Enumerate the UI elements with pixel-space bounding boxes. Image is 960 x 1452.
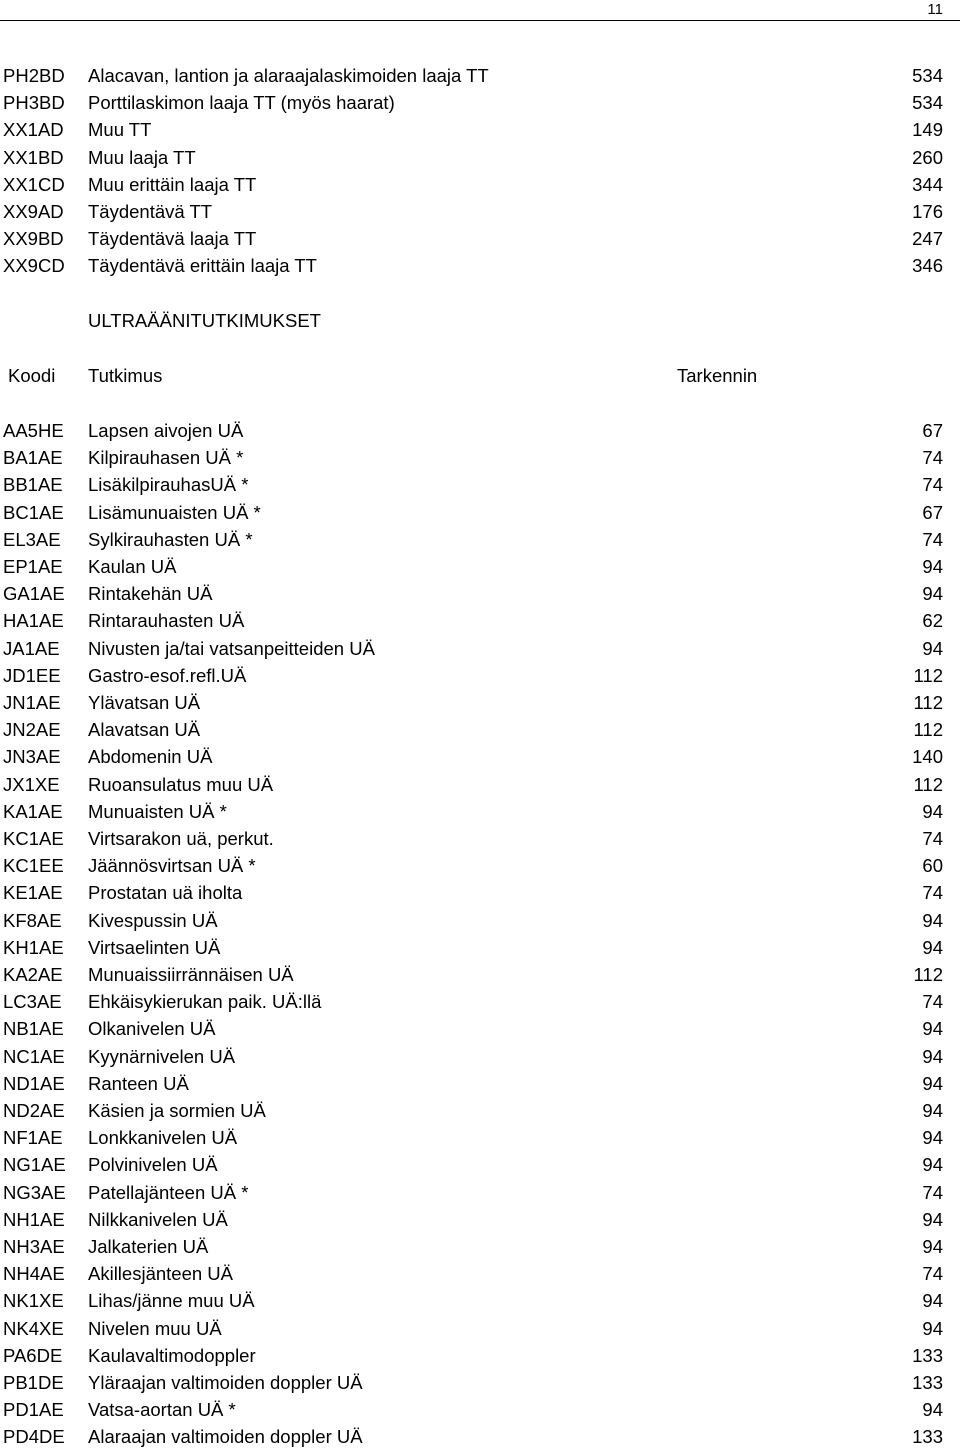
- table-row: [0, 879, 960, 906]
- table-row: [0, 961, 960, 988]
- table-row: [0, 907, 960, 934]
- table-row: [0, 1369, 960, 1396]
- table-row: [0, 1043, 960, 1070]
- row-name: Jäännösvirtsan UÄ *: [88, 855, 256, 877]
- row-name: Kilpirauhasen UÄ *: [88, 447, 244, 469]
- row-name: Kyynärnivelen UÄ: [88, 1045, 236, 1067]
- row-name: Olkanivelen UÄ: [88, 1018, 216, 1040]
- table-row: [0, 716, 960, 743]
- table-row: [0, 171, 960, 198]
- table-row: [0, 225, 960, 252]
- table-row: [0, 1015, 960, 1042]
- column-header-name: Tutkimus: [88, 365, 163, 386]
- table-row: [0, 1396, 960, 1423]
- row-name: Munuaisten UÄ *: [88, 800, 227, 822]
- row-price: 140: [912, 746, 943, 768]
- table-row: [0, 988, 960, 1015]
- table-row: [0, 417, 960, 444]
- row-name: Täydentävä TT: [88, 201, 213, 222]
- row-name: Polvinivelen UÄ: [88, 1154, 218, 1176]
- row-price: 74: [922, 882, 943, 904]
- table-row: [0, 743, 960, 770]
- row-code: NG1AE: [3, 1154, 66, 1176]
- row-price: 112: [913, 692, 943, 713]
- row-code: NF1AE: [3, 1127, 63, 1149]
- row-price: 94: [922, 936, 943, 958]
- row-code: NH4AE: [3, 1263, 65, 1285]
- row-price: 94: [922, 909, 943, 931]
- table-row: [0, 825, 960, 852]
- row-price: 94: [922, 1290, 943, 1312]
- page-number: 11: [927, 1, 943, 18]
- row-price: 112: [913, 719, 943, 741]
- row-code: PH3BD: [3, 92, 65, 114]
- row-price: 94: [922, 1317, 943, 1339]
- row-name: Kivespussin UÄ: [88, 909, 218, 931]
- row-name: Alacavan, lantion ja alaraajalaskimoiden laaja TT: [88, 65, 489, 86]
- row-code: NC1AE: [3, 1045, 65, 1067]
- row-price: 94: [922, 556, 943, 577]
- row-code: NH3AE: [3, 1236, 65, 1257]
- table-row: [0, 1423, 960, 1450]
- row-code: KH1AE: [3, 936, 64, 958]
- row-code: JN1AE: [3, 692, 61, 713]
- row-code: XX9CD: [3, 255, 65, 277]
- table-row: [0, 62, 960, 89]
- table-row: [0, 934, 960, 961]
- row-code: KE1AE: [3, 882, 63, 904]
- row-price: 94: [922, 1072, 943, 1094]
- row-name: Alaraajan valtimoiden doppler UÄ: [88, 1426, 363, 1448]
- row-name: Käsien ja sormien UÄ: [88, 1100, 266, 1121]
- row-code: GA1AE: [3, 583, 65, 605]
- row-price: 247: [912, 228, 943, 250]
- row-name: Ruoansulatus muu UÄ: [88, 773, 274, 795]
- row-name: LisäkilpirauhasUÄ *: [88, 474, 249, 496]
- row-name: Muu laaja TT: [88, 146, 196, 168]
- table-row: [0, 580, 960, 607]
- row-code: EP1AE: [3, 556, 63, 577]
- row-name: Täydentävä erittäin laaja TT: [88, 255, 317, 277]
- row-name: Gastro-esof.refl.UÄ: [88, 664, 247, 686]
- section-title: ULTRAÄÄNITUTKIMUKSET: [88, 310, 321, 331]
- row-name: Patellajänteen UÄ *: [88, 1181, 249, 1203]
- row-price: 94: [922, 1018, 943, 1040]
- table-row: [0, 1260, 960, 1287]
- row-name: Kaulavaltimodoppler: [88, 1344, 256, 1366]
- row-price: 344: [912, 173, 943, 195]
- table-row: [0, 1206, 960, 1233]
- row-name: Kaulan UÄ: [88, 556, 177, 577]
- row-code: BA1AE: [3, 447, 63, 469]
- top-border: [0, 20, 960, 21]
- row-code: KA1AE: [3, 800, 63, 822]
- table-row: [0, 471, 960, 498]
- row-price: 176: [912, 201, 943, 222]
- row-code: ND1AE: [3, 1072, 65, 1094]
- table-row: [0, 116, 960, 143]
- row-name: Vatsa-aortan UÄ *: [88, 1399, 236, 1421]
- row-name: Porttilaskimon laaja TT (myös haarat): [88, 92, 395, 114]
- row-price: 74: [922, 447, 943, 469]
- row-code: PH2BD: [3, 65, 65, 86]
- row-price: 74: [922, 528, 943, 550]
- table-row: [0, 689, 960, 716]
- row-name: Alavatsan UÄ: [88, 719, 201, 741]
- column-header-spec: Tarkennin: [677, 365, 758, 386]
- row-name: Nivusten ja/tai vatsanpeitteiden UÄ: [88, 637, 375, 659]
- row-name: Täydentävä laaja TT: [88, 228, 257, 250]
- row-name: Sylkirauhasten UÄ *: [88, 528, 253, 550]
- row-price: 74: [922, 474, 943, 496]
- row-name: Nivelen muu UÄ: [88, 1317, 222, 1339]
- row-price: 74: [922, 1263, 943, 1285]
- row-code: NH1AE: [3, 1208, 65, 1230]
- row-price: 112: [913, 773, 943, 795]
- row-name: Rintakehän UÄ: [88, 583, 213, 605]
- row-name: Muu TT: [88, 119, 152, 141]
- row-code: JN3AE: [3, 746, 61, 768]
- row-name: Ehkäisykierukan paik. UÄ:llä: [88, 991, 322, 1013]
- row-code: JN2AE: [3, 719, 61, 741]
- row-price: 112: [913, 964, 943, 985]
- table-row: [0, 1233, 960, 1260]
- row-price: 94: [922, 583, 943, 605]
- table-row: [0, 89, 960, 116]
- row-price: 94: [922, 800, 943, 822]
- row-name: Virtsaelinten UÄ: [88, 936, 221, 958]
- row-code: PD1AE: [3, 1399, 64, 1421]
- row-code: BB1AE: [3, 474, 63, 496]
- row-code: XX1CD: [3, 173, 65, 195]
- table-row: [0, 1287, 960, 1314]
- row-name: Lisämunuaisten UÄ *: [88, 501, 261, 523]
- table-row: [0, 771, 960, 798]
- row-code: PA6DE: [3, 1344, 63, 1366]
- row-code: ND2AE: [3, 1100, 65, 1121]
- row-name: Ranteen UÄ: [88, 1072, 189, 1094]
- row-code: JA1AE: [3, 637, 60, 659]
- row-price: 74: [922, 1181, 943, 1203]
- table-row: [0, 1315, 960, 1342]
- row-code: XX1AD: [3, 119, 64, 141]
- row-code: XX9BD: [3, 228, 64, 250]
- row-price: 74: [922, 991, 943, 1013]
- row-code: JD1EE: [3, 664, 61, 686]
- table-row: [0, 444, 960, 471]
- row-price: 534: [912, 92, 943, 114]
- row-price: 74: [922, 828, 943, 849]
- row-price: 534: [912, 65, 943, 86]
- row-name: Ylävatsan UÄ: [88, 692, 201, 713]
- row-price: 94: [922, 1154, 943, 1176]
- row-price: 94: [922, 637, 943, 659]
- row-code: KC1EE: [3, 855, 64, 877]
- row-code: XX1BD: [3, 146, 64, 168]
- row-price: 112: [913, 664, 943, 686]
- row-price: 133: [912, 1426, 943, 1448]
- table-row: [0, 1097, 960, 1124]
- table-row: [0, 635, 960, 662]
- row-name: Akillesjänteen UÄ: [88, 1263, 233, 1285]
- row-name: Prostatan uä iholta: [88, 882, 243, 904]
- table-row: [0, 252, 960, 279]
- row-code: NB1AE: [3, 1018, 64, 1040]
- row-code: LC3AE: [3, 991, 62, 1013]
- row-price: 149: [912, 119, 943, 141]
- table-row: [0, 1179, 960, 1206]
- table-row: [0, 1342, 960, 1369]
- table-row: [0, 798, 960, 825]
- row-price: 94: [922, 1236, 943, 1257]
- row-price: 94: [922, 1399, 943, 1421]
- row-name: Lonkkanivelen UÄ: [88, 1127, 238, 1149]
- row-code: NK4XE: [3, 1317, 64, 1339]
- row-name: Jalkaterien UÄ: [88, 1236, 209, 1257]
- row-code: KF8AE: [3, 909, 62, 931]
- row-price: 62: [922, 610, 943, 632]
- table-row: [0, 1124, 960, 1151]
- column-header-code: Koodi: [8, 365, 56, 386]
- row-price: 133: [912, 1372, 943, 1393]
- row-name: Virtsarakon uä, perkut.: [88, 828, 274, 849]
- row-price: 94: [922, 1100, 943, 1121]
- row-price: 67: [922, 420, 943, 441]
- row-name: Yläraajan valtimoiden doppler UÄ: [88, 1372, 363, 1393]
- table-row: [0, 144, 960, 171]
- row-code: NG3AE: [3, 1181, 66, 1203]
- row-price: 346: [912, 255, 943, 277]
- table-row: [0, 198, 960, 225]
- row-name: Abdomenin UÄ: [88, 746, 213, 768]
- row-price: 133: [912, 1344, 943, 1366]
- row-code: PD4DE: [3, 1426, 65, 1448]
- row-code: AA5HE: [3, 420, 64, 441]
- row-name: Munuaissiirrännäisen UÄ: [88, 964, 294, 985]
- table-row: [0, 499, 960, 526]
- row-price: 67: [922, 501, 943, 523]
- row-name: Muu erittäin laaja TT: [88, 173, 257, 195]
- row-price: 94: [922, 1208, 943, 1230]
- table-row: [0, 662, 960, 689]
- row-name: Nilkkanivelen UÄ: [88, 1208, 228, 1230]
- row-code: KA2AE: [3, 964, 63, 985]
- row-code: HA1AE: [3, 610, 64, 632]
- row-code: JX1XE: [3, 773, 60, 795]
- table-row: [0, 852, 960, 879]
- table-row: [0, 1151, 960, 1178]
- row-code: PB1DE: [3, 1372, 64, 1393]
- row-name: Lapsen aivojen UÄ: [88, 420, 244, 441]
- table-row: [0, 1070, 960, 1097]
- table-row: [0, 526, 960, 553]
- row-price: 94: [922, 1045, 943, 1067]
- row-code: BC1AE: [3, 501, 64, 523]
- row-price: 260: [912, 146, 943, 168]
- row-code: EL3AE: [3, 528, 61, 550]
- row-name: Rintarauhasten UÄ: [88, 610, 245, 632]
- row-price: 94: [922, 1127, 943, 1149]
- row-name: Lihas/jänne muu UÄ: [88, 1290, 255, 1312]
- table-row: [0, 553, 960, 580]
- table-row: [0, 607, 960, 634]
- row-code: NK1XE: [3, 1290, 64, 1312]
- row-code: KC1AE: [3, 828, 64, 849]
- row-code: XX9AD: [3, 201, 64, 222]
- row-price: 60: [922, 855, 943, 877]
